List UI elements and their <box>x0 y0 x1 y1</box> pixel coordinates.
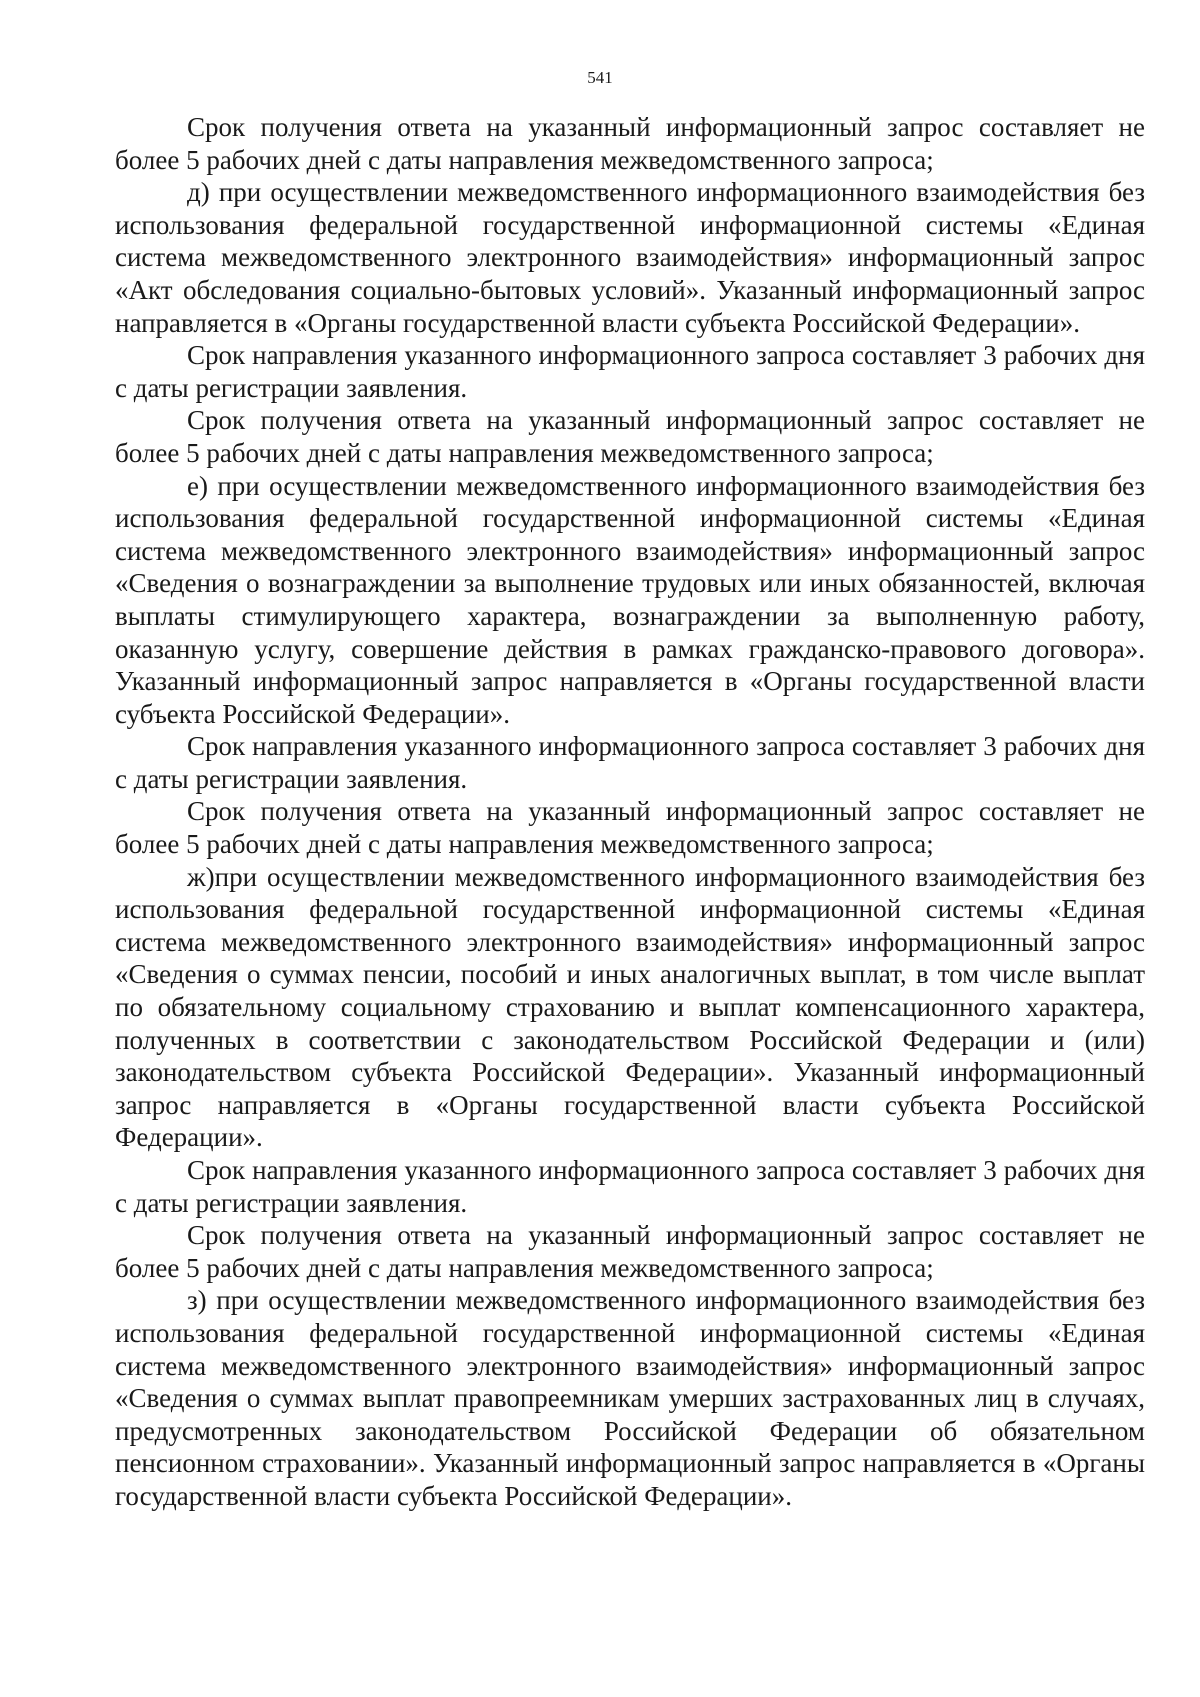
paragraph-item-z: з) при осуществлении межведомственного информационного взаимодействия без использования федеральной государственной информационной системы «Единая система межведомственного электронного взаимодействия» информационный запрос «Сведения о суммах выплат правопреемникам умерших застрахованных лиц в случаях, предусмотренных законодательством Российской Федерации об обязательном пенсионном страховании». Указанный информационный запрос направляется в «Органы государственной власти субъекта Российской Федерации». <box>115 1285 1145 1511</box>
paragraph-send-deadline: Срок направления указанного информационного запроса составляет 3 рабочих дня с даты регистрации заявления. <box>115 1155 1145 1218</box>
paragraph-item-d: д) при осуществлении межведомственного информационного взаимодействия без использования федеральной государственной информационной системы «Единая система межведомственного электронного взаимодействия» информационный запрос «Акт обследования социально-бытовых условий». Указанный информационный запрос направляется в «Органы государственной власти субъекта Российской Федерации». <box>115 177 1145 338</box>
paragraph-send-deadline: Срок направления указанного информационного запроса составляет 3 рабочих дня с даты регистрации заявления. <box>115 340 1145 403</box>
paragraph-response-deadline: Срок получения ответа на указанный информационный запрос составляет не более 5 рабочих дней с даты направления межведомственного запроса; <box>115 405 1145 468</box>
paragraph-response-deadline: Срок получения ответа на указанный информационный запрос составляет не более 5 рабочих дней с даты направления межведомственного запроса; <box>115 1220 1145 1283</box>
document-body <box>115 111 1145 1513</box>
paragraph-item-zh: ж)при осуществлении межведомственного информационного взаимодействия без использования федеральной государственной информационной системы «Единая система межведомственного электронного взаимодействия» информационный запрос «Сведения о суммах пенсии, пособий и иных аналогичных выплат, в том числе выплат по обязательному социальному страхованию и выплат компенсационного характера, полученных в соответствии с законодательством Российской Федерации и (или) законодательством субъекта Российской Федерации». Указанный информационный запрос направляется в «Органы государственной власти субъекта Российской Федерации». <box>115 861 1145 1153</box>
page-number: 541 <box>587 68 613 87</box>
paragraph-item-e: е) при осуществлении межведомственного информационного взаимодействия без использования федеральной государственной информационной системы «Единая система межведомственного электронного взаимодействия» информационный запрос «Сведения о вознаграждении за выполнение трудовых или иных обязанностей, включая выплаты стимулирующего характера, вознаграждении за выполненную работу, оказанную услугу, совершение действия в рамках гражданско-правового договора». Указанный информационный запрос направляется в «Органы государственной власти субъекта Российской Федерации». <box>115 470 1145 729</box>
paragraph-response-deadline: Срок получения ответа на указанный информационный запрос составляет не более 5 рабочих дней с даты направления межведомственного запроса; <box>115 796 1145 860</box>
paragraph-response-deadline: Срок получения ответа на указанный информационный запрос составляет не более 5 рабочих дней с даты направления межведомственного запроса; <box>115 112 1145 175</box>
paragraph-send-deadline: Срок направления указанного информационного запроса составляет 3 рабочих дня с даты регистрации заявления. <box>115 731 1145 794</box>
